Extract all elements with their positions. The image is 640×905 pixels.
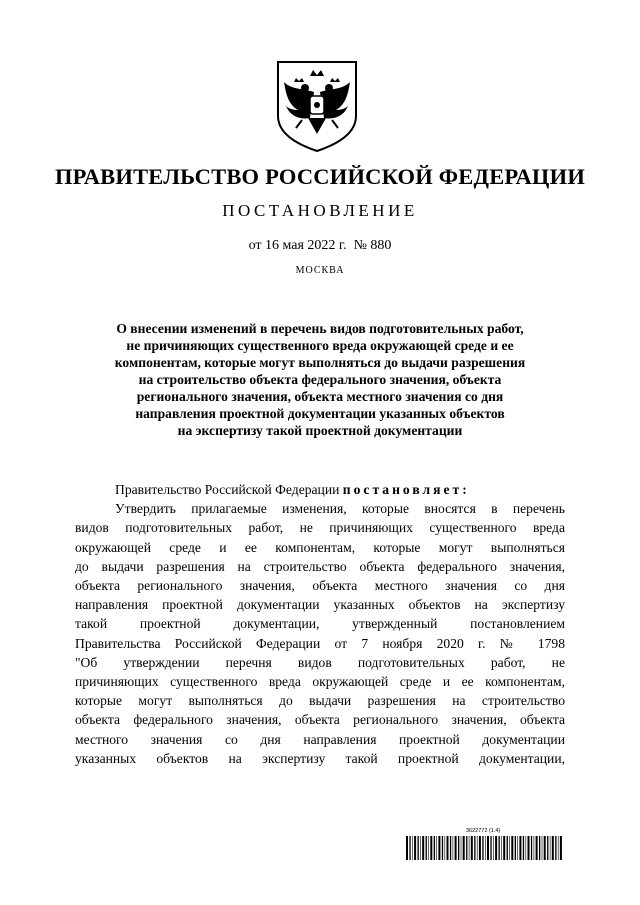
body-line: объекта регионального значения, объекта местного значения со дня bbox=[75, 578, 565, 594]
body-line: направления проектной документации указанных объектов на экспертизу bbox=[75, 597, 565, 613]
title-line: на строительство объекта федерального значения, объекта bbox=[138, 372, 502, 387]
body-line: до выдачи разрешения на строительство объекта федерального значения, bbox=[75, 558, 565, 574]
document-body bbox=[75, 480, 565, 768]
document-date-number: от 16 мая 2022 г. № 880 bbox=[248, 238, 392, 253]
document-type: ПОСТАНОВЛЕНИЕ bbox=[222, 201, 418, 220]
title-line: О внесении изменений в перечень видов подготовительных работ, bbox=[116, 321, 524, 336]
lead-decision-word: постановляет: bbox=[342, 482, 470, 497]
lead-text: Правительство Российской Федерации bbox=[115, 482, 343, 497]
document-code: 3622772 (1.4) bbox=[466, 828, 501, 834]
body-line: Утвердить прилагаемые изменения, которые вносятся в перечень bbox=[115, 501, 565, 517]
title-line: компонентам, которые могут выполняться до выдачи разрешения bbox=[114, 355, 526, 370]
document-city: МОСКВА bbox=[295, 265, 345, 276]
title-line: не причиняющих существенного вреда окружающей среде и ее bbox=[126, 338, 514, 353]
body-lead bbox=[75, 480, 565, 499]
body-line: Правительства Российской Федерации от 7 ноября 2020 г. № 1798 bbox=[75, 635, 565, 651]
body-line: видов подготовительных работ, не причиняющих существенного вреда bbox=[75, 520, 565, 536]
body-line: указанных объектов на экспертизу такой проектной документации, bbox=[75, 750, 565, 766]
body-line: объекта федерального значения, объекта регионального значения, объекта bbox=[75, 712, 565, 728]
body-line: местного значения со дня направления проектной документации bbox=[75, 731, 565, 747]
body-line: которые могут выполняться до выдачи разрешения на строительство bbox=[75, 693, 565, 709]
government-name: ПРАВИТЕЛЬСТВО РОССИЙСКОЙ ФЕДЕРАЦИИ bbox=[54, 164, 586, 189]
title-line: на экспертизу такой проектной документации bbox=[177, 423, 463, 438]
title-line: регионального значения, объекта местного значения со дня bbox=[136, 389, 504, 404]
title-line: направления проектной документации указанных объектов bbox=[135, 406, 505, 421]
body-line: окружающей среде и ее компонентам, которые могут выполняться bbox=[75, 539, 565, 555]
barcode-icon bbox=[406, 836, 562, 860]
coat-of-arms-icon bbox=[272, 58, 362, 154]
body-line: такой проектной документации, утвержденный постановлением bbox=[75, 616, 565, 632]
document-title bbox=[60, 320, 580, 439]
body-line: "Об утверждении перечня видов подготовительных работ, не bbox=[75, 654, 565, 670]
body-line: причиняющих существенного вреда окружающей среде и ее компонентам, bbox=[75, 674, 565, 690]
